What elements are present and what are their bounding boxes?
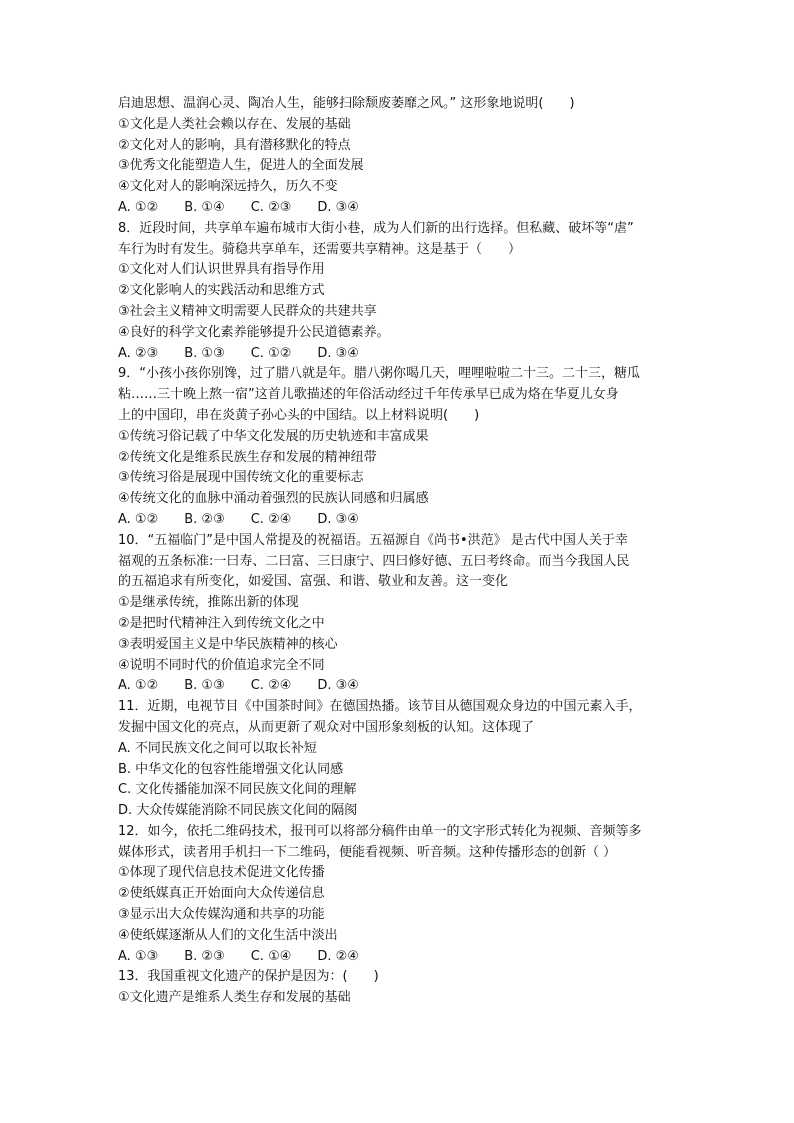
option-line: ③显示出大众传媒沟通和共享的功能: [118, 907, 325, 923]
option-line: ④说明不同时代的价值追求完全不同: [118, 657, 325, 673]
option-line: ②传统文化是维系民族生存和发展的精神纽带: [118, 449, 377, 465]
option-line: C. 文化传播能加深不同民族文化间的理解: [118, 782, 357, 798]
question-10: 10．“五福临门”是中国人常提及的祝福语。五福源自《尚书•洪范》 是古代中国人关于幸: [118, 532, 628, 548]
text-line: 的五福追求有所变化，如爱国、富强、和谐、敬业和友善。这一变化: [118, 574, 509, 590]
option-line: ①是继承传统，推陈出新的体现: [118, 595, 299, 611]
text-line: 福观的五条标准:一曰寿、二曰富、三曰康宁、四曰修好德、五曰考终命。而当今我国人民: [118, 553, 630, 569]
question-9: 9．“小孩小孩你别馋，过了腊八就是年。腊八粥你喝几天，哩哩啦啦二十三。二十三，糖瓜: [118, 366, 641, 382]
question-13: 13．我国重视文化遗产的保护是因为：( ): [118, 969, 379, 985]
question-11: 11．近期，电视节目《中国茶时间》在德国热播。该节目从德国观众身边的中国元素入手，: [118, 699, 642, 715]
answer-choices: A. ①③ B. ②③ C. ①④ D. ②④: [118, 948, 359, 964]
option-line: A. 不同民族文化之间可以取长补短: [118, 740, 317, 756]
document-body: [118, 94, 690, 1009]
option-line: ①文化是人类社会赖以存在、发展的基础: [118, 116, 351, 132]
option-line: ②文化对人的影响，具有潜移默化的特点: [118, 137, 351, 153]
answer-choices: A. ①② B. ①④ C. ②③ D. ③④: [118, 199, 359, 215]
option-line: ③表明爱国主义是中华民族精神的核心: [118, 636, 338, 652]
text-line: 粘……三十晚上熬一宿”这首儿歌描述的年俗活动经过千年传承早已成为烙在华夏儿女身: [118, 387, 619, 403]
text-line: 车行为时有发生。骑稳共享单车，还需要共享精神。这是基于（ ）: [118, 241, 522, 257]
option-line: ④良好的科学文化素养能够提升公民道德素养。: [118, 324, 390, 340]
option-line: ①传统习俗记载了中华文化发展的历史轨迹和丰富成果: [118, 428, 429, 444]
text-line: 发掘中国文化的亮点，从而更新了观众对中国形象刻板的认知。这体现了: [118, 719, 535, 735]
option-line: ④传统文化的血脉中涌动着强烈的民族认同感和归属感: [118, 491, 429, 507]
option-line: ④文化对人的影响深远持久，历久不变: [118, 179, 338, 195]
option-line: ③传统习俗是展现中国传统文化的重要标志: [118, 470, 364, 486]
option-line: ①文化对人们认识世界具有指导作用: [118, 262, 325, 278]
option-line: B. 中华文化的包容性能增强文化认同感: [118, 761, 344, 777]
question-8: 8．近段时间，共享单车遍布城市大街小巷，成为人们新的出行选择。但私藏、破坏等“虐”: [118, 220, 634, 236]
text-line: 启迪思想、温润心灵、陶冶人生，能够扫除颓废萎靡之风。” 这形象地说明( ): [118, 96, 575, 111]
option-line: ①体现了现代信息技术促进文化传播: [118, 865, 325, 881]
question-12: 12．如今，依托二维码技术，报刊可以将部分稿件由单一的文字形式转化为视频、音频等多: [118, 823, 642, 839]
option-line: ④使纸媒逐渐从人们的文化生活中淡出: [118, 927, 338, 943]
text-line: 媒体形式，读者用手机扫一下二维码，便能看视频、听音频。这种传播形态的创新（ ）: [118, 844, 617, 860]
text-line: 上的中国印，串在炎黄子孙心头的中国结。以上材料说明( ): [118, 407, 480, 423]
option-line: D. 大众传媒能消除不同民族文化间的隔阂: [118, 803, 358, 819]
option-line: ②是把时代精神注入到传统文化之中: [118, 615, 325, 631]
option-line: ③社会主义精神文明需要人民群众的共建共享: [118, 303, 377, 319]
option-line: ②文化影响人的实践活动和思维方式: [118, 283, 325, 299]
answer-choices: A. ②③ B. ①③ C. ①② D. ③④: [118, 345, 359, 361]
answer-choices: A. ①② B. ①③ C. ②④ D. ③④: [118, 678, 359, 694]
option-line: ③优秀文化能塑造人生，促进人的全面发展: [118, 158, 364, 174]
answer-choices: A. ①② B. ②③ C. ②④ D. ③④: [118, 511, 359, 527]
option-line: ①文化遗产是维系人类生存和发展的基础: [118, 990, 351, 1006]
option-line: ②使纸媒真正开始面向大众传递信息: [118, 886, 325, 902]
